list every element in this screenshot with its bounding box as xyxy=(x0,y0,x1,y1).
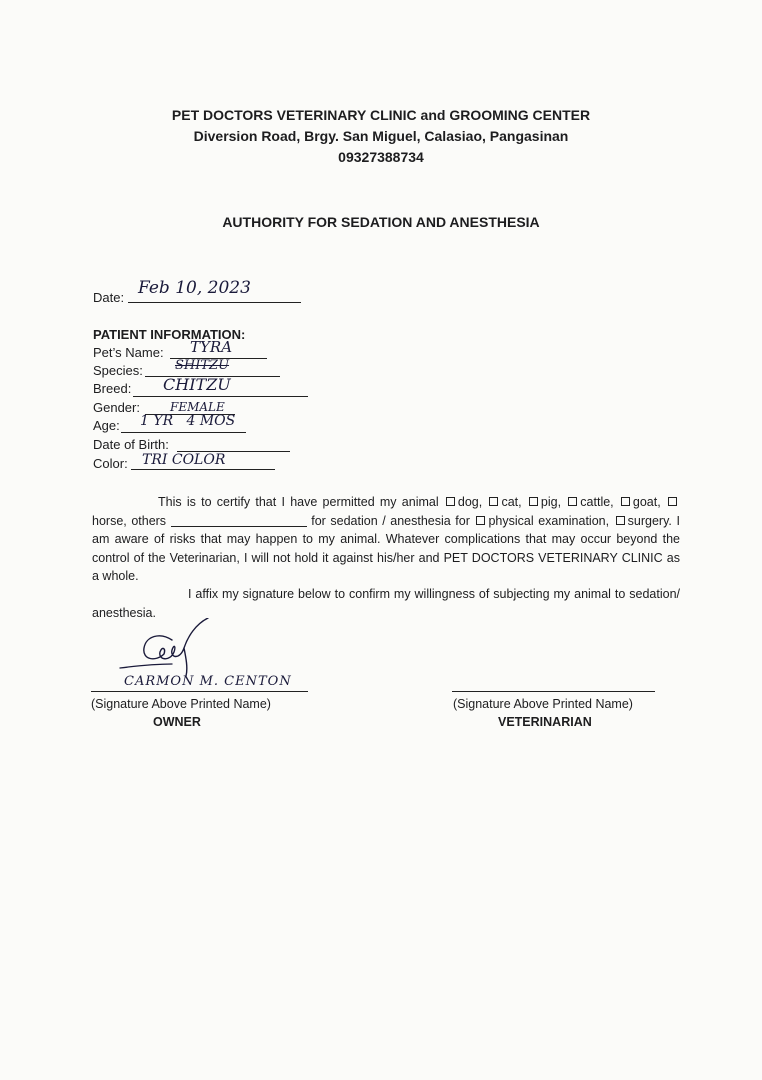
form-title: AUTHORITY FOR SEDATION AND ANESTHESIA xyxy=(222,214,540,230)
breed-line xyxy=(133,396,308,397)
surgery-label: surgery. xyxy=(627,513,672,528)
horse-checkbox[interactable] xyxy=(668,497,677,506)
cattle-checkbox[interactable] xyxy=(568,497,577,506)
gender-label: Gender: xyxy=(93,400,140,415)
dob-label: Date of Birth: xyxy=(93,437,169,452)
date-label: Date: xyxy=(93,290,125,305)
consent-text-a: This is to certify that I have permitted my animal xyxy=(158,495,439,509)
breed-label: Breed: xyxy=(93,381,132,396)
clinic-name: PET DOCTORS VETERINARY CLINIC and GROOMING CENTER xyxy=(171,107,591,123)
gender-value: FEMALE xyxy=(170,400,225,414)
patient-info-heading: PATIENT INFORMATION: xyxy=(93,327,246,342)
owner-role: OWNER xyxy=(153,715,201,729)
horse-option-label: horse, others xyxy=(92,513,167,528)
cattle-option-label: cattle, xyxy=(580,495,614,509)
age-value: 1 YR 4 MOS xyxy=(140,413,236,429)
physical-exam-checkbox[interactable] xyxy=(476,516,485,525)
consent-text-b: for sedation / anesthesia for xyxy=(311,513,470,528)
cat-checkbox[interactable] xyxy=(489,497,498,506)
age-label: Age: xyxy=(93,418,120,433)
pet-name-value: TYRA xyxy=(190,338,233,356)
date-line xyxy=(128,302,301,303)
dog-option-label: dog, xyxy=(457,495,483,509)
clinic-phone: 09327388734 xyxy=(338,149,424,165)
goat-option-label: goat, xyxy=(632,495,661,509)
color-label: Color: xyxy=(93,456,128,471)
date-value: Feb 10, 2023 xyxy=(138,278,251,298)
owner-signature-line xyxy=(91,691,308,692)
color-line xyxy=(131,469,275,470)
pig-option-label: pig, xyxy=(540,495,562,509)
owner-signature-caption: (Signature Above Printed Name) xyxy=(91,697,271,711)
pig-checkbox[interactable] xyxy=(529,497,538,506)
consent-text-c: I am aware of risks that may happen to my animal. Whatever complications that may occur beyond the control of the Veterinarian, I will not hold it against his/her and PET DOCTORS VETERINARY CLINIC as a whole. xyxy=(92,513,680,583)
clinic-address: Diversion Road, Brgy. San Miguel, Calasiao, Pangasinan xyxy=(193,128,569,144)
owner-signature xyxy=(112,618,212,680)
veterinarian-signature-caption: (Signature Above Printed Name) xyxy=(453,697,633,711)
dog-checkbox[interactable] xyxy=(446,497,455,506)
breed-value: CHITZU xyxy=(163,375,231,394)
species-label: Species: xyxy=(93,363,143,378)
consent-paragraph xyxy=(92,493,680,586)
veterinarian-signature-line xyxy=(452,691,655,692)
species-value: SHITZU xyxy=(175,358,230,373)
pet-name-label: Pet’s Name: xyxy=(93,345,164,360)
others-blank[interactable] xyxy=(171,515,307,527)
physical-exam-label: physical examination, xyxy=(488,513,610,528)
surgery-checkbox[interactable] xyxy=(616,516,625,525)
veterinarian-role: VETERINARIAN xyxy=(498,715,592,729)
owner-printed-name: CARMON M. CENTON xyxy=(124,674,292,689)
affirmation-paragraph: I affix my signature below to confirm my willingness of subjecting my animal to sedation/ anesthesia. xyxy=(92,587,680,620)
age-line xyxy=(121,432,246,433)
color-value: TRI COLOR xyxy=(142,452,226,468)
cat-option-label: cat, xyxy=(501,495,522,509)
goat-checkbox[interactable] xyxy=(621,497,630,506)
